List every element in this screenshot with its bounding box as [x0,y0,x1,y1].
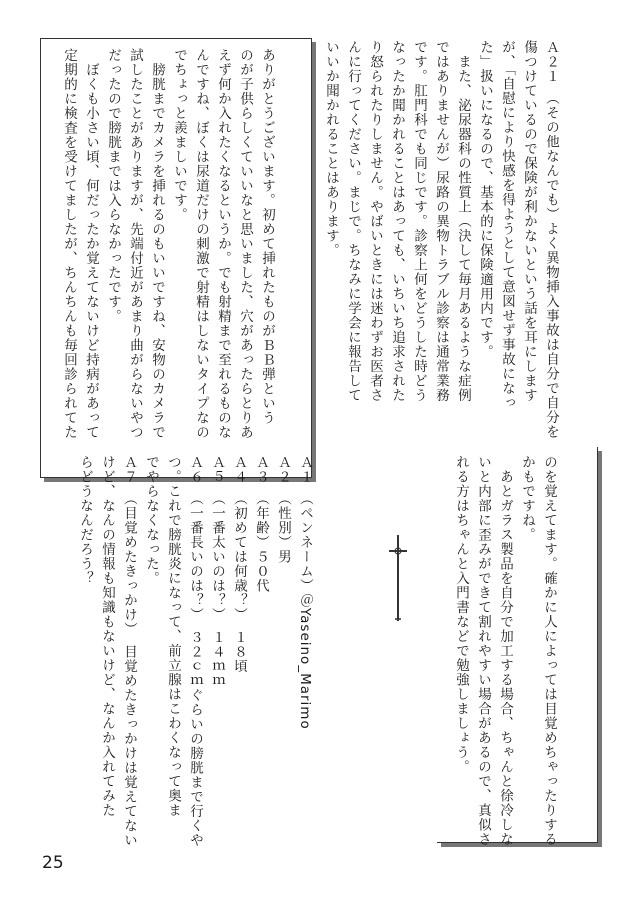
text-line: Ａ２ （性別）男 [275,455,291,565]
text-line: Ａ６ （一番長いのは？） ３２ｃｍぐらいの膀胱まで行くや [187,455,203,848]
text-line: れる方はちゃんと入門書などで勉強しましょう。 [453,455,469,774]
text-line: のが子供らしくていいなと思いました、穴があったらとりあ [237,48,253,440]
text-line: Ａ２１ （その他なんでも）よく異物挿入事故は自分で自分を [543,40,559,440]
profile-answers [74,455,316,848]
text-line: 傷つけているので保険が利かないという話を耳にします [521,40,537,403]
text-line: なったか聞かれることはあっても、いちいち追求された [389,40,405,403]
text-line: んですね、ぼくは尿道だけの刺激で射精はしないタイプなの [193,48,209,440]
text-line: Ａ１ （ペンネーム）＠Yaseino_Marimo [297,455,313,730]
text-line: り怒られたりしません。やばいときには迷わずお医者さ [367,40,383,403]
text-line: でちょっと羨ましいです。 [171,48,187,222]
text-line: かもですね。 [519,455,535,542]
text-line: のを覚えてます。確かに人によっては目覚めちゃったりする [541,455,557,847]
text-line: けど、なんの情報も知識もないけど、なんか入れてみた [99,455,115,818]
editor-comment-text [58,48,278,468]
text-line: Ａ３ （年齢）５０代 [253,455,269,594]
cross-ornament-icon [386,533,410,623]
text-line: だったので膀胱までは入らなかったです。 [105,48,121,324]
editor-comment-continued-text [450,455,560,845]
text-line: ではありませんが）尿路の異物トラブル診察は通常業務 [433,40,449,403]
page-number: 25 [42,853,64,873]
text-line: Ａ５ （一番太いのは？） １４ｍｍ [209,455,225,688]
text-line: Ａ７ （目覚めたきっかけ） 目覚めたきっかけは覚えてない [121,455,137,848]
text-line: Ａ４ （初めては何歳？） １８頃 [231,455,247,674]
text-line: また、泌尿器科の性質上（決して毎月あるような症例 [455,40,471,403]
text-line: つ。これで膀胱炎になって、前立腺はこわくなって奥ま [165,455,181,818]
text-line: ありがとうございます。初めて挿れたものがＢＢ弾という [259,48,275,425]
text-line: いいか聞かれることはあります。 [323,40,339,258]
text-line: でやらなくなった。 [143,455,159,586]
text-line: 試したことがありますが、先端付近があまり曲がらないやつ [127,48,143,440]
text-line: あとガラス製品を自分で加工する場合、ちゃんと徐冷しな [497,455,513,847]
text-line: んに行ってください。まじで。ちなみに学会に報告して [345,40,361,403]
text-line: 定期的に検査を受けてましたが、ちんちんも毎回診られてた [61,48,77,440]
text-line: らどうなんだろう？ [77,455,93,586]
text-line: ぼくも小さい頃、何だったか覚えてないけど持病があって [83,48,99,440]
text-line: 膀胱までカメラを挿れるのもいいですね、安物のカメラで [149,48,165,440]
text-line: いと内部に歪みができて割れやすい場合があるので、真似さ [475,455,491,847]
text-line: が、「自慰により快感を得ようとして意図せず事故になっ [499,40,515,411]
text-line: えず何か入れたくなるというか。でも射精まで至れるものな [215,48,231,440]
answer-a21-text [320,40,562,440]
text-line: です。肛門科でも同じです。診察上何をどうした時どう [411,40,427,403]
text-line: た」扱いになるので、基本的に保険適用内です。 [477,40,493,359]
